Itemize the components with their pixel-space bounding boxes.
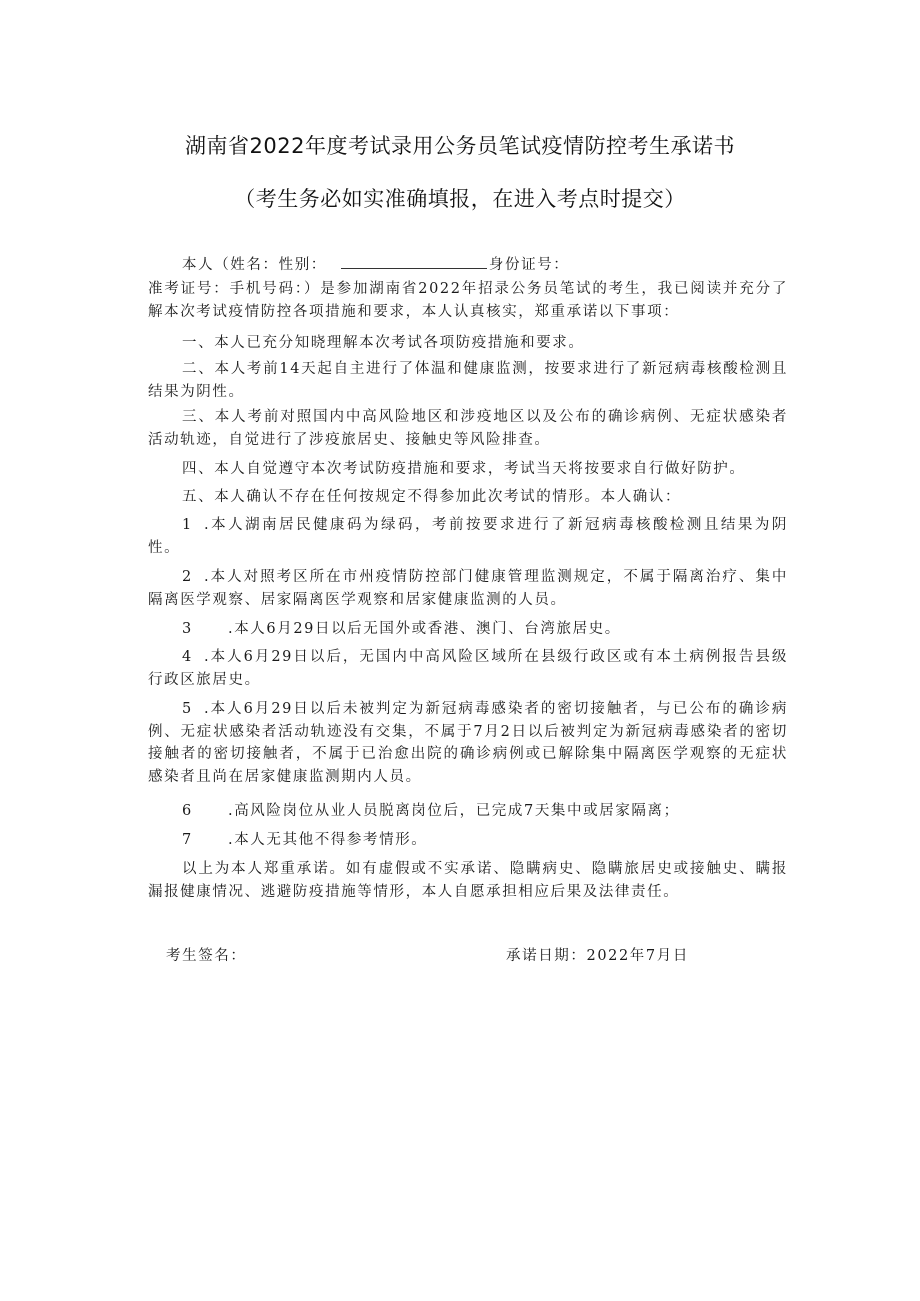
commitment-item-2: 二、本人考前14天起自主进行了体温和健康监测，按要求进行了新冠病毒核酸检测且结果为阴性。 <box>148 361 788 400</box>
sub-item-text: .本人6月29日以后，无国内中高风险区域所在县级行政区或有本土病例报告县级行政区旅居史。 <box>148 649 788 688</box>
sub-item-text: .高风险岗位从业人员脱离岗位后，已完成7天集中或居家隔离； <box>228 803 680 819</box>
sub-item-text: .本人6月29日以后无国外或香港、澳门、台湾旅居史。 <box>228 621 621 637</box>
sub-item-text: .本人对照考区所在市州疫情防控部门健康管理监测规定，不属于隔离治疗、集中隔离医学观察、居家隔离医学观察和居家健康监测的人员。 <box>148 569 788 608</box>
sub-item-number: 7 <box>182 832 193 848</box>
sub-item-2 <box>148 566 788 611</box>
sub-item-1 <box>148 514 788 559</box>
name-blank-field <box>341 254 487 269</box>
intro-line-1 <box>182 254 569 277</box>
intro-id-label: 身份证号： <box>488 257 570 273</box>
sub-item-number: 6 <box>182 803 193 819</box>
document-subtitle: （考生务必如实准确填报，在进入考点时提交） <box>234 187 686 211</box>
commitment-item-1: 一、本人已充分知晓理解本次考试各项防疫措施和要求。 <box>182 335 585 351</box>
sub-item-number: 4 <box>182 649 193 665</box>
commitment-item-5: 五、本人确认不存在任何按规定不得参加此次考试的情形。本人确认： <box>182 489 682 505</box>
sub-item-6 <box>148 800 788 823</box>
date-label: 承诺日期：2022年7月日 <box>506 948 689 964</box>
closing-statement: 以上为本人郑重承诺。如有虚假或不实承诺、隐瞒病史、隐瞒旅居史或接触史、瞒报漏报健康情况、逃避防疫措施等情形，本人自愿承担相应后果及法律责任。 <box>148 861 788 900</box>
sub-item-number: 5 <box>182 701 193 717</box>
sub-item-number: 1 <box>182 517 193 533</box>
sub-item-text: .本人湖南居民健康码为绿码，考前按要求进行了新冠病毒核酸检测且结果为阴性。 <box>148 517 788 556</box>
sub-item-4 <box>148 646 788 691</box>
sub-item-3 <box>148 618 788 641</box>
sub-item-text: .本人无其他不得参考情形。 <box>228 832 428 848</box>
sub-item-number: 2 <box>182 569 193 585</box>
commitment-item-4: 四、本人自觉遵守本次考试防疫措施和要求，考试当天将按要求自行做好防护。 <box>182 461 746 477</box>
intro-paragraph: 准考证号：手机号码：）是参加湖南省2022年招录公务员笔试的考生，我已阅读并充分了解本次考试疫情防控各项措施和要求，本人认真核实，郑重承诺以下事项： <box>148 281 788 320</box>
sub-item-text: .本人6月29日以后未被判定为新冠病毒感染者的密切接触者，与已公布的确诊病例、无症状感染者活动轨迹没有交集，不属于7月2日以后被判定为新冠病毒感染者的密切接触者的密切接触者，不属于已治愈出院的确诊病例或已解除集中隔离医学观察的无症状感染者且尚在居家健康监测期内人员。 <box>148 701 788 785</box>
sub-item-number: 3 <box>182 621 193 637</box>
sub-item-5 <box>148 698 788 788</box>
sub-item-7 <box>148 829 788 852</box>
intro-name-gender-label: 本人（姓名：性别： <box>182 257 327 273</box>
document-title: 湖南省2022年度考试录用公务员笔试疫情防控考生承诺书 <box>185 134 735 158</box>
signature-label: 考生签名： <box>166 948 247 964</box>
commitment-item-3: 三、本人考前对照国内中高风险地区和涉疫地区以及公布的确诊病例、无症状感染者活动轨迹，自觉进行了涉疫旅居史、接触史等风险排查。 <box>148 409 788 448</box>
